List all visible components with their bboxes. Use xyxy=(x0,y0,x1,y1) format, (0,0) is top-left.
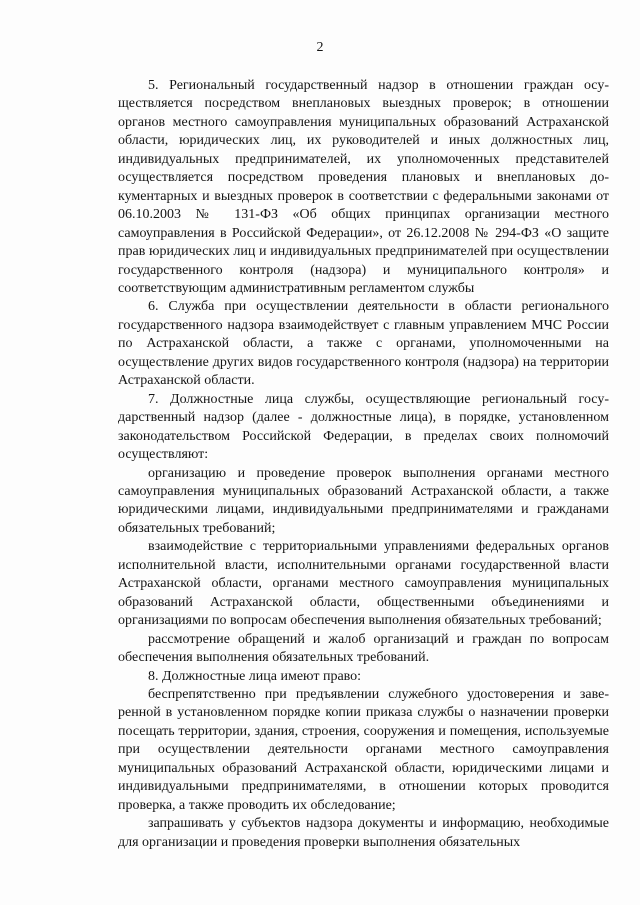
paragraph-right-access: беспрепятственно при предъявлении служебного удостоверения и заверенной в установленном порядке копии приказа службы о назначении проверки посещать территории, здания, строения, сооружения и помещения, используемые при осуществлении деятельности органами местного самоуправления муниципальных образований Астраханской области, юридическими лицами и индивидуальными предпринимателями, в отношении которых проводится проверка, а также проводить их обследование; xyxy=(118,686,609,813)
paragraph-7-officials-duties: 7. Должностные лица службы, осуществляющие региональный государственный надзор (далее - должностные лица), в порядке, установленном законодательством Российской Федерации, в пределах своих полномочий осуществляют: xyxy=(118,391,609,463)
page-number: 2 xyxy=(316,40,324,55)
paragraph-5-regional-supervision: 5. Региональный государственный надзор в отношении граждан осуществляется посредством внеплановых выездных проверок; в отношении органов местного самоуправления муниципальных образований Астраханской области, юридических лиц, их руководителей и иных должностных лиц, индивидуальных предпринимателей, их уполномоченных представителей осуществляется посредством проведения плановых и внеплановых документарных и выездных проверок в соответствии с федеральными законами от 06.10.2003 № 131-ФЗ «Об общих принципах организации местного самоуправления в Российской Федерации», от 26.12.2008 № 294-ФЗ «О защите прав юридических лиц и индивидуальных предпринимателей при осуществлении государственного контроля (надзора) и муниципального контроля» и соответствующим административным регламентом службы xyxy=(118,78,609,296)
paragraph-8-officials-rights: 8. Должностные лица имеют право: xyxy=(148,668,362,684)
paragraph-right-request-documents: запрашивать у субъектов надзора документы и информацию, необходимые для организации и проведения проверки выполнения обязательных xyxy=(118,816,609,850)
paragraph-duty-inspections: организацию и проведение проверок выполнения органами местного самоуправления муниципальных образований Астраханской области, а также юридическими лицами, индивидуальными предпринимателями и гражданами обязательных требований; xyxy=(118,465,609,536)
paragraph-duty-interaction: взаимодействие с территориальными управлениями федеральных органов исполнительной власти, исполнительными органами государственной власти Астраханской области, органами местного самоуправления муниципальных образований Астраханской области, общественными объединениями и организациями по вопросам обеспечения выполнения обязательных требований; xyxy=(118,539,609,629)
paragraph-6-interaction-mchs: 6. Служба при осуществлении деятельности в области регионального государственного надзора взаимодействует с главным управлением МЧС России по Астраханской области, а также с органами, уполномоченными на осуществление других видов государственного контроля (надзора) на территории Астраханской области. xyxy=(118,299,609,389)
document-body xyxy=(118,77,609,852)
paragraph-duty-complaints: рассмотрение обращений и жалоб организаций и граждан по вопросам обеспечения выполнения обязательных требований. xyxy=(118,631,609,666)
